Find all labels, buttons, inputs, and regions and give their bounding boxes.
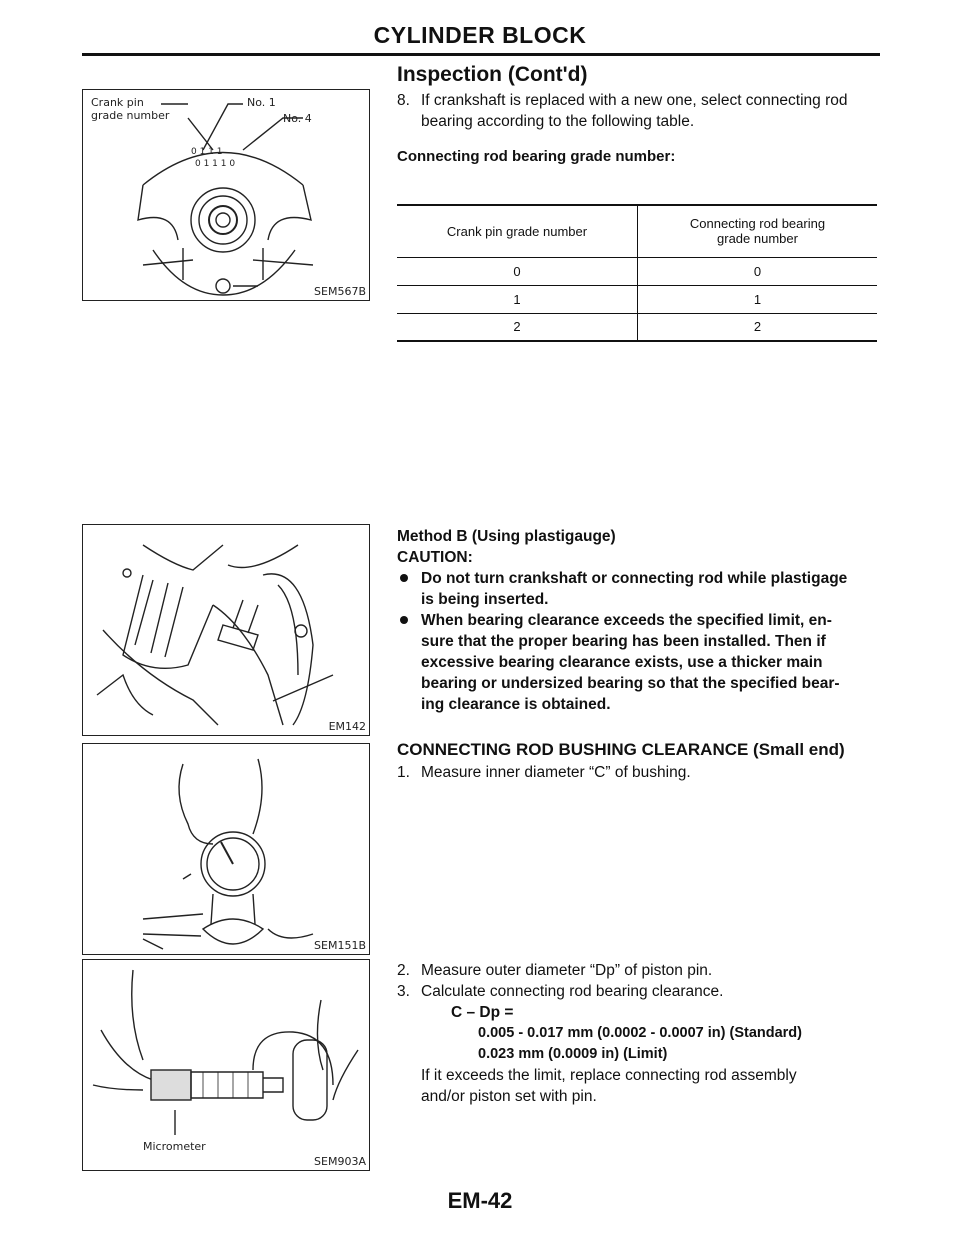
figure-bushing-measure	[82, 743, 370, 955]
header-rule	[82, 53, 880, 56]
step-2-number: 2.	[397, 962, 410, 979]
cell-crank: 2	[397, 313, 638, 341]
step-1-number: 1.	[397, 764, 410, 781]
caution-label: CAUTION:	[397, 549, 473, 566]
cell-bearing: 0	[638, 257, 878, 285]
step-1-text: Measure inner diameter “C” of bushing.	[421, 764, 691, 781]
step-8-number: 8.	[397, 92, 410, 109]
note-line2: and/or piston set with pin.	[421, 1088, 597, 1105]
table-row	[397, 257, 877, 285]
cell-bearing: 2	[638, 313, 878, 341]
table-row	[397, 313, 877, 341]
method-b-heading: Method B (Using plastigauge)	[397, 528, 616, 545]
col-header-bearing	[638, 205, 878, 257]
bullet2-line4: bearing or undersized bearing so that the specified bear-	[421, 675, 840, 692]
no1-label: No. 1	[247, 96, 276, 109]
table-header-row	[397, 205, 877, 257]
step-3-number: 3.	[397, 983, 410, 1000]
micrometer-drawing	[83, 960, 369, 1170]
limit-value: 0.023 mm (0.0009 in) (Limit)	[478, 1046, 668, 1062]
bearing-grade-table	[397, 204, 877, 342]
page-header-title: CYLINDER BLOCK	[373, 22, 587, 48]
bullet2-line5: ing clearance is obtained.	[421, 696, 611, 713]
step-3-text: Calculate connecting rod bearing clearance.	[421, 983, 724, 1000]
col-header-crank-pin: Crank pin grade number	[397, 205, 638, 257]
bullet-icon	[400, 616, 408, 624]
micrometer-label: Micrometer	[143, 1140, 206, 1153]
col-header-bearing-line2: grade number	[717, 231, 798, 247]
figure-code: SEM151B	[314, 939, 366, 952]
bullet1-line1: Do not turn crankshaft or connecting rod while plastigage	[421, 570, 848, 587]
figure-code: SEM903A	[314, 1155, 366, 1168]
step-8-line2: bearing according to the following table.	[421, 113, 695, 130]
section-title: Inspection (Cont'd)	[397, 63, 588, 86]
figure-code: EM142	[328, 720, 366, 733]
figure-crank-pin-grade	[82, 89, 370, 301]
col-header-bearing-line1: Connecting rod bearing	[689, 216, 826, 232]
svg-text:0 1 1 1 0: 0 1 1 1 0	[195, 159, 236, 169]
clearance-formula: C – Dp =	[451, 1004, 514, 1021]
figure-code: SEM567B	[314, 285, 366, 298]
crank-pin-label	[91, 96, 169, 122]
cell-bearing: 1	[638, 285, 878, 313]
standard-value: 0.005 - 0.017 mm (0.0002 - 0.0007 in) (Standard)	[478, 1025, 802, 1041]
crank-pin-label-line1: Crank pin	[91, 96, 144, 109]
table-title: Connecting rod bearing grade number:	[397, 148, 676, 165]
bushing-heading: CONNECTING ROD BUSHING CLEARANCE (Small end)	[397, 740, 845, 759]
figure-micrometer	[82, 959, 370, 1171]
no4-label: No. 4	[283, 112, 312, 125]
cell-crank: 0	[397, 257, 638, 285]
step-8-line1: If crankshaft is replaced with a new one, select connecting rod	[421, 92, 848, 109]
page-number: EM-42	[447, 1188, 513, 1213]
bullet2-line2: sure that the proper bearing has been installed. Then if	[421, 633, 826, 650]
bullet-icon	[400, 574, 408, 582]
step-2-text: Measure outer diameter “Dp” of piston pin.	[421, 962, 713, 979]
note-line1: If it exceeds the limit, replace connecting rod assembly	[421, 1067, 797, 1084]
plastigauge-drawing	[83, 525, 369, 735]
bore-gauge-drawing	[83, 744, 369, 954]
figure-plastigauge	[82, 524, 370, 736]
table-row	[397, 285, 877, 313]
bullet2-line1: When bearing clearance exceeds the specified limit, en-	[421, 612, 832, 629]
cell-crank: 1	[397, 285, 638, 313]
bullet1-line2: is being inserted.	[421, 591, 549, 608]
crank-pin-label-line2: grade number	[91, 109, 170, 122]
bullet2-line3: excessive bearing clearance exists, use a thicker main	[421, 654, 823, 671]
svg-text:0 1 1 1: 0 1 1 1	[191, 147, 223, 157]
